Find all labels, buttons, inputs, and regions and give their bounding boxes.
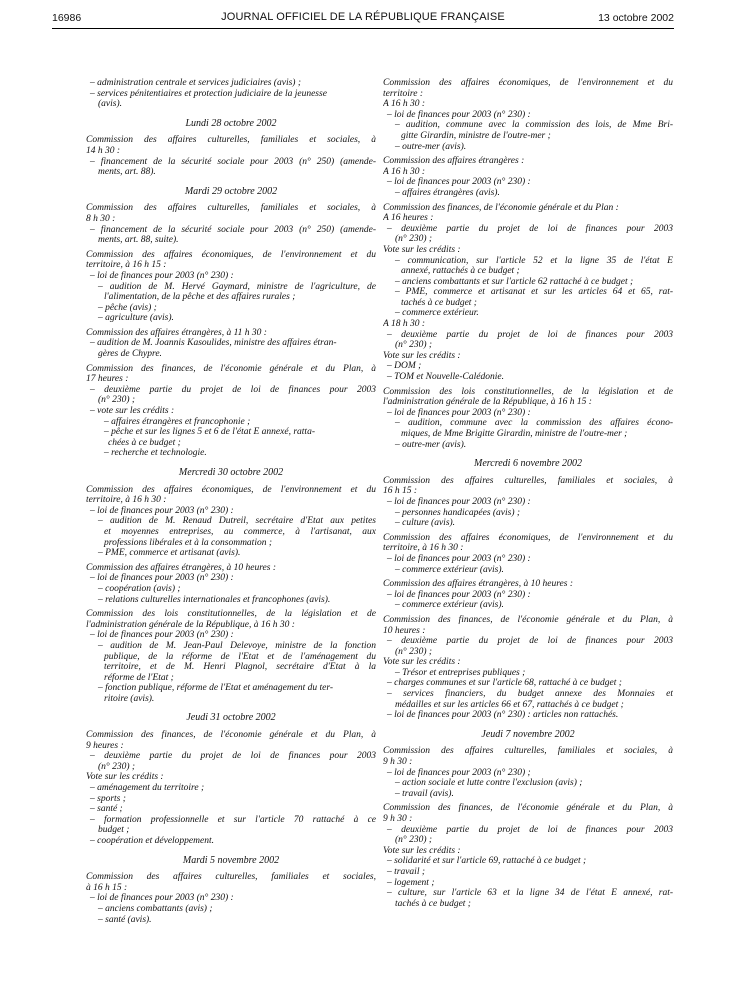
text-line: – deuxième partie du projet de loi de finances pour 2003 — [387, 329, 673, 340]
text-line: 10 heures : — [383, 625, 426, 636]
text-line: (n° 230) ; — [98, 395, 136, 406]
text-line: territoire, à 16 h 15 : — [86, 260, 167, 271]
text-line: Commission des finances, de l'économie générale et du Plan : — [383, 202, 619, 213]
text-line: l'administration générale de la République, à 16 h 30 : — [86, 619, 295, 630]
text-line: – agriculture (avis). — [98, 313, 174, 324]
text-line: territoire, à 16 h 30 : — [383, 543, 464, 554]
header-rule — [52, 28, 674, 29]
text-line: Commission des finances, de l'économie générale et du Plan, à — [383, 614, 673, 625]
text-line: – personnes handicapées (avis) ; — [395, 507, 521, 518]
text-line: 17 heures : — [86, 374, 129, 385]
text-line: – loi de finances pour 2003 (n° 230) : articles non rattachés. — [387, 710, 619, 721]
text-line: réforme de l'Etat ; — [104, 672, 174, 683]
text-line: l'administration générale de la République, à 16 h 15 : — [383, 397, 592, 408]
text-line: l'alimentation, de la pêche et des affaires rurales ; — [104, 292, 296, 303]
text-line: A 16 heures : — [383, 213, 434, 224]
text-line: – TOM et Nouvelle-Calédonie. — [387, 372, 504, 383]
text-line: Commission des affaires culturelles, familiales et sociales, à — [86, 203, 376, 214]
text-line: territoire, et de M. Henri Plagnol, secrétaire d'Etat à la — [104, 662, 376, 673]
text-line: – loi de finances pour 2003 (n° 230) : — [387, 589, 531, 600]
text-line: – PME, commerce et artisanat et sur les articles 64 et 65, rat- — [395, 287, 673, 298]
text-line: – loi de finances pour 2003 (n° 230) : — [90, 630, 234, 641]
text-line: Commission des affaires étrangères, à 11 h 30 : — [86, 327, 267, 338]
date-heading: Lundi 28 octobre 2002 — [185, 117, 277, 129]
text-line: tachés à ce budget ; — [401, 297, 477, 308]
text-line: – outre-mer (avis). — [395, 439, 467, 450]
text-line: Vote sur les crédits : — [86, 772, 164, 783]
text-line: (n° 230) ; — [395, 234, 433, 245]
text-line: – DOM ; — [387, 361, 422, 372]
text-line: – communication, sur l'article 52 et la ligne 35 de l'état E — [395, 255, 673, 266]
page-number: 16986 — [52, 12, 82, 24]
text-line: – commerce extérieur. — [395, 308, 479, 319]
text-line: – culture (avis). — [395, 518, 456, 529]
text-line: – coopération et développement. — [90, 836, 214, 846]
text-line: – loi de finances pour 2003 (n° 230) : — [387, 177, 531, 188]
text-line: tachés à ce budget ; — [395, 898, 471, 909]
left-column — [86, 78, 376, 925]
journal-title: JOURNAL OFFICIEL DE LA RÉPUBLIQUE FRANÇAISE — [221, 11, 505, 23]
text-line: Commission des affaires économiques, de l'environnement et du — [86, 484, 376, 495]
text-line: A 16 h 30 : — [383, 99, 426, 110]
text-line: – logement ; — [387, 877, 435, 888]
text-line: A 18 h 30 : — [383, 319, 426, 330]
text-line: ments, art. 88). — [98, 167, 156, 178]
text-line: – services financiers, du budget annexe des Monnaies et — [387, 689, 673, 700]
text-line: – PME, commerce et artisanat (avis). — [98, 548, 241, 559]
text-line: – action sociale et lutte contre l'exclusion (avis) ; — [395, 778, 583, 789]
text-line: (n° 230) ; — [395, 340, 433, 351]
text-line: Commission des affaires étrangères, à 10 heures : — [383, 579, 573, 590]
date-heading: Mercredi 6 novembre 2002 — [473, 458, 583, 470]
text-line: – affaires étrangères (avis). — [395, 187, 500, 198]
text-line: Commission des affaires économiques, de l'environnement et du — [383, 78, 673, 88]
text-line: – recherche et technologie. — [104, 448, 207, 459]
text-line: – santé (avis). — [98, 914, 152, 925]
text-line: – commerce extérieur (avis). — [395, 600, 504, 611]
text-line: Vote sur les crédits : — [383, 657, 461, 668]
text-line: 14 h 30 : — [86, 145, 121, 156]
text-line: professions libérales et à la consommation ; — [104, 537, 272, 548]
text-line: territoire, à 16 h 30 : — [86, 495, 167, 506]
page-header — [52, 10, 674, 26]
text-line: – vote sur les crédits : — [90, 406, 175, 417]
text-line: Commission des affaires étrangères : — [383, 156, 525, 167]
text-line: gitte Girardin, ministre de l'outre-mer ; — [401, 130, 551, 141]
text-line: 16 h 15 : — [383, 486, 418, 497]
text-line: – travail ; — [387, 866, 425, 877]
text-line: – loi de finances pour 2003 (n° 230) : — [387, 553, 531, 564]
issue-date: 13 octobre 2002 — [598, 12, 674, 24]
text-line: à 16 h 15 : — [86, 882, 128, 893]
text-line: – administration centrale et services judiciaires (avis) ; — [90, 78, 301, 88]
text-line: – loi de finances pour 2003 (n° 230) : — [387, 496, 531, 507]
text-line: chées à ce budget ; — [108, 437, 181, 448]
text-line: – outre-mer (avis). — [395, 141, 467, 152]
text-line: Commission des affaires étrangères, à 10 heures : — [86, 562, 276, 573]
text-line: – charges communes et sur l'article 68, rattaché à ce budget ; — [387, 678, 622, 689]
text-line: – loi de finances pour 2003 (n° 230) : — [90, 505, 234, 516]
text-line: territoire : — [383, 88, 424, 99]
text-line: (n° 230) ; — [395, 646, 433, 657]
text-line: (n° 230) ; — [98, 761, 136, 772]
text-line: – santé ; — [90, 804, 123, 815]
text-line: – relations culturelles internationales et francophones (avis). — [98, 594, 331, 605]
text-line: – loi de finances pour 2003 (n° 230) : — [387, 109, 531, 120]
text-line: – audition de M. Joannis Kasoulides, ministre des affaires étran- — [90, 338, 337, 349]
text-line: Commission des affaires économiques, de l'environnement et du — [383, 532, 673, 543]
text-line: – deuxième partie du projet de loi de finances pour 2003 — [387, 636, 673, 647]
text-line: Commission des affaires culturelles, familiales et sociales, à — [86, 135, 376, 146]
date-heading: Jeudi 7 novembre 2002 — [481, 728, 575, 740]
text-line: Commission des lois constitutionnelles, de la législation et de — [383, 386, 673, 397]
text-line: – aménagement du territoire ; — [90, 783, 205, 794]
text-line: – deuxième partie du projet de loi de finances pour 2003 — [90, 384, 376, 395]
text-line: – fonction publique, réforme de l'Etat et aménagement du ter- — [98, 683, 334, 694]
text-line: médailles et sur les articles 66 et 67, rattachés à ce budget ; — [395, 699, 624, 710]
text-line: gères de Chypre. — [98, 349, 162, 360]
text-line: – audition, commune avec la commission des lois, de Mme Bri- — [395, 120, 673, 131]
text-line: (avis). — [98, 99, 123, 110]
text-line: Vote sur les crédits : — [383, 244, 461, 255]
text-line: Vote sur les crédits : — [383, 350, 461, 361]
text-line: – deuxième partie du projet de loi de finances pour 2003 — [90, 751, 376, 762]
text-line: 9 h 30 : — [383, 814, 413, 824]
text-line: – anciens combattants (avis) ; — [98, 903, 213, 914]
text-line: – formation professionnelle et sur l'article 70 rattaché à ce — [90, 814, 376, 825]
text-line: Commission des affaires économiques, de l'environnement et du — [86, 249, 376, 260]
text-line: ments, art. 88, suite). — [98, 235, 179, 246]
text-line: – loi de finances pour 2003 (n° 230) : — [90, 573, 234, 584]
text-line: – audition, commune avec la commission des affaires écono- — [395, 418, 673, 429]
text-line: – audition de M. Hervé Gaymard, ministre de l'agriculture, de — [98, 281, 376, 292]
text-line: – audition de M. Jean-Paul Delevoye, ministre de la fonction — [98, 640, 376, 651]
text-line: – loi de finances pour 2003 (n° 230) ; — [387, 767, 531, 778]
text-line: – pêche (avis) ; — [98, 302, 157, 313]
text-line: Vote sur les crédits : — [383, 845, 461, 856]
text-line: – sports ; — [90, 793, 126, 804]
text-line: – pêche et sur les lignes 5 et 6 de l'état E annexé, ratta- — [104, 427, 315, 438]
text-line: Commission des finances, de l'économie générale et du Plan, à — [383, 803, 673, 814]
text-line: 9 h 30 : — [383, 757, 413, 768]
text-line: – Trésor et entreprises publiques ; — [395, 667, 526, 678]
text-line: A 16 h 30 : — [383, 166, 426, 177]
text-line: 9 heures : — [86, 740, 124, 751]
text-line: publique, de la réforme de l'Etat et de l'aménagement du — [104, 651, 376, 662]
text-line: – travail (avis). — [395, 788, 454, 799]
text-line: Commission des finances, de l'économie générale et du Plan, à — [86, 730, 376, 741]
text-line: (n° 230) ; — [395, 835, 433, 846]
date-heading: Mardi 5 novembre 2002 — [182, 854, 280, 866]
text-line: et moyennes entreprises, au commerce, à l'artisanat, aux — [104, 526, 376, 537]
text-line: – loi de finances pour 2003 (n° 230) : — [387, 407, 531, 418]
text-line: – loi de finances pour 2003 (n° 230) : — [90, 270, 234, 281]
text-line: 8 h 30 : — [86, 213, 116, 224]
text-line: annexé, rattachés à ce budget ; — [401, 266, 520, 277]
text-line: Commission des lois constitutionnelles, de la législation et de — [86, 609, 376, 620]
text-line: Commission des affaires culturelles, familiales et sociales, — [86, 872, 376, 883]
text-line: – services pénitentiaires et protection judiciaire de la jeunesse — [90, 88, 327, 99]
text-line: – financement de la sécurité sociale pour 2003 (n° 250) (amende- — [90, 224, 376, 235]
date-heading: Mercredi 30 octobre 2002 — [178, 467, 284, 478]
text-line: – solidarité et sur l'article 69, rattaché à ce budget ; — [387, 856, 587, 867]
text-line: ritoire (avis). — [104, 693, 155, 704]
text-line: budget ; — [98, 825, 130, 836]
date-heading: Jeudi 31 octobre 2002 — [186, 712, 276, 724]
text-line: – commerce extérieur (avis). — [395, 564, 504, 575]
text-line: – deuxième partie du projet de loi de finances pour 2003 — [387, 223, 673, 234]
text-line: Commission des affaires culturelles, familiales et sociales, à — [383, 746, 673, 757]
text-line: – anciens combattants et sur l'article 62 rattaché à ce budget ; — [395, 276, 634, 287]
text-line: Commission des affaires culturelles, familiales et sociales, à — [383, 475, 673, 486]
text-line: – coopération (avis) ; — [98, 583, 181, 594]
text-line: Commission des finances, de l'économie générale et du Plan, à — [86, 363, 376, 374]
text-line: – deuxième partie du projet de loi de finances pour 2003 — [387, 824, 673, 835]
right-column — [383, 78, 673, 909]
text-line: – loi de finances pour 2003 (n° 230) : — [90, 893, 234, 904]
text-line: – affaires étrangères et francophonie ; — [104, 416, 251, 427]
text-line: – financement de la sécurité sociale pour 2003 (n° 250) (amende- — [90, 156, 376, 167]
text-line: – audition de M. Renaud Dutreil, secrétaire d'Etat aux petites — [98, 516, 376, 527]
text-line: – culture, sur l'article 63 et la ligne 34 de l'état E annexé, rat- — [387, 888, 673, 899]
text-line: miques, de Mme Brigitte Girardin, ministre de l'outre-mer ; — [401, 429, 628, 439]
date-heading: Mardi 29 octobre 2002 — [184, 185, 278, 197]
